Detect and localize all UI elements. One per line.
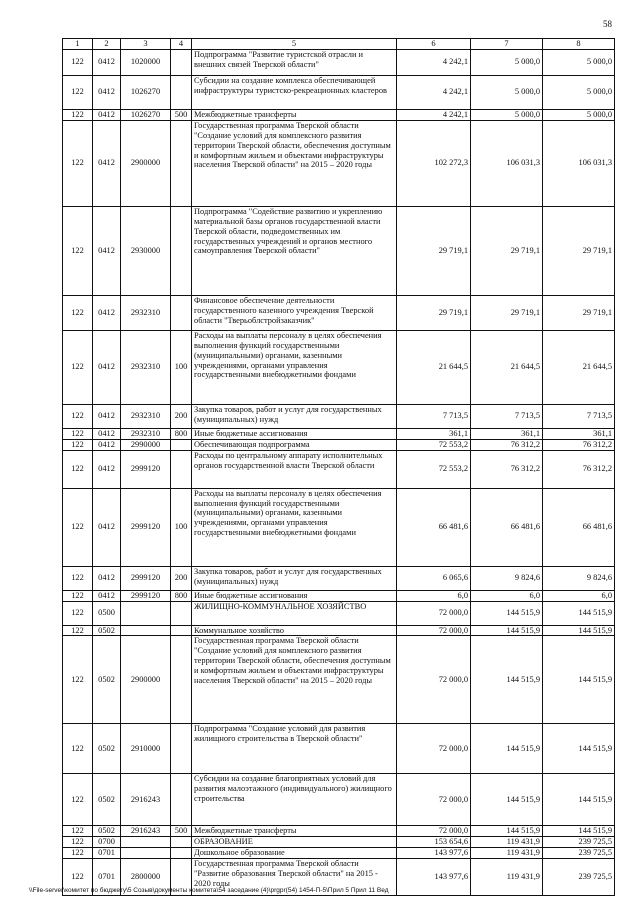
code-grbs-cell: 122 <box>63 774 93 826</box>
expense-type-cell <box>171 848 192 859</box>
amount-col8-cell: 239 725,5 <box>543 848 615 859</box>
code-grbs-cell: 122 <box>63 566 93 590</box>
amount-col7-cell: 144 515,9 <box>471 826 543 837</box>
code-grbs-cell: 122 <box>63 428 93 439</box>
amount-col7-cell: 29 719,1 <box>471 295 543 330</box>
expense-type-cell <box>171 774 192 826</box>
expense-type-cell <box>171 724 192 774</box>
code-grbs-cell: 122 <box>63 826 93 837</box>
amount-col6-cell: 153 654,6 <box>397 837 471 848</box>
amount-col8-cell: 5 000,0 <box>543 75 615 109</box>
target-article-cell: 2932310 <box>121 330 171 404</box>
amount-col7-cell: 76 312,2 <box>471 439 543 450</box>
amount-col6-cell: 72 000,0 <box>397 826 471 837</box>
table-row <box>63 206 615 295</box>
amount-col7-cell: 119 431,9 <box>471 837 543 848</box>
expense-type-cell <box>171 120 192 206</box>
amount-col8-cell: 29 719,1 <box>543 206 615 295</box>
target-article-cell: 2990000 <box>121 439 171 450</box>
code-grbs-cell: 122 <box>63 49 93 75</box>
section-code-cell: 0502 <box>93 625 121 636</box>
expense-type-cell <box>171 439 192 450</box>
expense-type-cell <box>171 206 192 295</box>
expense-type-cell <box>171 295 192 330</box>
page-number: 58 <box>603 19 612 29</box>
item-name-cell: Подпрограмма "Создание условий для развития жилищного строительства в Тверской области" <box>192 724 397 774</box>
target-article-cell: 2999120 <box>121 450 171 488</box>
amount-col8-cell: 239 725,5 <box>543 859 615 896</box>
column-header: 3 <box>121 39 171 50</box>
amount-col8-cell: 144 515,9 <box>543 826 615 837</box>
amount-col6-cell: 102 272,3 <box>397 120 471 206</box>
expense-type-cell <box>171 450 192 488</box>
table-row <box>63 109 615 120</box>
amount-col8-cell: 5 000,0 <box>543 49 615 75</box>
amount-col6-cell: 72 553,2 <box>397 450 471 488</box>
column-header: 7 <box>471 39 543 50</box>
item-name-cell: Межбюджетные трансферты <box>192 826 397 837</box>
expense-type-cell <box>171 601 192 625</box>
code-grbs-cell: 122 <box>63 625 93 636</box>
amount-col8-cell: 144 515,9 <box>543 774 615 826</box>
expense-type-cell: 500 <box>171 826 192 837</box>
section-code-cell: 0412 <box>93 295 121 330</box>
section-code-cell: 0412 <box>93 488 121 566</box>
amount-col7-cell: 5 000,0 <box>471 109 543 120</box>
amount-col8-cell: 144 515,9 <box>543 625 615 636</box>
amount-col6-cell: 72 000,0 <box>397 636 471 724</box>
section-code-cell: 0701 <box>93 859 121 896</box>
item-name-cell: Подпрограмма "Содействие развитию и укреплению материальной базы органов государственной власти Тверской области, подведомственных им государственных учреждений и органов местного самоуправления Тверской области" <box>192 206 397 295</box>
amount-col6-cell: 6 065,6 <box>397 566 471 590</box>
section-code-cell: 0412 <box>93 49 121 75</box>
code-grbs-cell: 122 <box>63 848 93 859</box>
amount-col7-cell: 361,1 <box>471 428 543 439</box>
code-grbs-cell: 122 <box>63 109 93 120</box>
item-name-cell: Государственная программа Тверской области "Создание условий для комплексного развития территории Тверской области, обеспечения доступным и комфортным жильем и объектами инфраструктуры населения Тверской области" на 2015 – 2020 годы <box>192 120 397 206</box>
amount-col8-cell: 144 515,9 <box>543 601 615 625</box>
target-article-cell: 2932310 <box>121 404 171 428</box>
item-name-cell: Расходы по центральному аппарату исполнительных органов государственной власти Тверской области <box>192 450 397 488</box>
table-row <box>63 625 615 636</box>
column-header: 2 <box>93 39 121 50</box>
target-article-cell: 1026270 <box>121 75 171 109</box>
amount-col8-cell: 361,1 <box>543 428 615 439</box>
amount-col8-cell: 144 515,9 <box>543 636 615 724</box>
table-row <box>63 404 615 428</box>
target-article-cell: 2932310 <box>121 295 171 330</box>
expense-type-cell <box>171 837 192 848</box>
table-row <box>63 330 615 404</box>
table-row <box>63 636 615 724</box>
section-code-cell: 0412 <box>93 428 121 439</box>
target-article-cell: 1026270 <box>121 109 171 120</box>
amount-col6-cell: 361,1 <box>397 428 471 439</box>
section-code-cell: 0412 <box>93 206 121 295</box>
amount-col8-cell: 29 719,1 <box>543 295 615 330</box>
table-row <box>63 488 615 566</box>
code-grbs-cell: 122 <box>63 295 93 330</box>
code-grbs-cell: 122 <box>63 837 93 848</box>
expense-type-cell: 200 <box>171 404 192 428</box>
code-grbs-cell: 122 <box>63 488 93 566</box>
code-grbs-cell: 122 <box>63 859 93 896</box>
target-article-cell <box>121 848 171 859</box>
table-row <box>63 566 615 590</box>
section-code-cell: 0701 <box>93 848 121 859</box>
target-article-cell: 2900000 <box>121 636 171 724</box>
section-code-cell: 0412 <box>93 404 121 428</box>
section-code-cell: 0412 <box>93 109 121 120</box>
section-code-cell: 0412 <box>93 590 121 601</box>
section-code-cell: 0502 <box>93 774 121 826</box>
amount-col6-cell: 143 977,6 <box>397 848 471 859</box>
expense-type-cell: 500 <box>171 109 192 120</box>
amount-col6-cell: 66 481,6 <box>397 488 471 566</box>
amount-col8-cell: 144 515,9 <box>543 724 615 774</box>
budget-table <box>62 38 615 896</box>
item-name-cell: Подпрограмма "Развитие туристской отрасли и внешних связей Тверской области" <box>192 49 397 75</box>
amount-col8-cell: 7 713,5 <box>543 404 615 428</box>
amount-col7-cell: 7 713,5 <box>471 404 543 428</box>
amount-col7-cell: 76 312,2 <box>471 450 543 488</box>
target-article-cell: 2916243 <box>121 826 171 837</box>
section-code-cell: 0700 <box>93 837 121 848</box>
expense-type-cell <box>171 49 192 75</box>
code-grbs-cell: 122 <box>63 601 93 625</box>
item-name-cell: Обеспечивающая подпрограмма <box>192 439 397 450</box>
item-name-cell: Межбюджетные трансферты <box>192 109 397 120</box>
table-row <box>63 295 615 330</box>
amount-col7-cell: 66 481,6 <box>471 488 543 566</box>
code-grbs-cell: 122 <box>63 330 93 404</box>
item-name-cell: Государственная программа Тверской области "Создание условий для комплексного развития территории Тверской области, обеспечения доступным и комфортным жильем и объектами инфраструктуры населения Тверской области" на 2015 – 2020 годы <box>192 636 397 724</box>
expense-type-cell: 100 <box>171 330 192 404</box>
amount-col8-cell: 106 031,3 <box>543 120 615 206</box>
item-name-cell: Государственная программа Тверской области "Развитие образования Тверской области" на 2015 - 2020 годы <box>192 859 397 896</box>
item-name-cell: Расходы на выплаты персоналу в целях обеспечения выполнения функций государственными (муниципальными) органами, казенными учреждениями, органами управления государственными внебюджетными фондами <box>192 488 397 566</box>
amount-col8-cell: 76 312,2 <box>543 450 615 488</box>
section-code-cell: 0412 <box>93 75 121 109</box>
amount-col6-cell: 72 553,2 <box>397 439 471 450</box>
amount-col7-cell: 144 515,9 <box>471 636 543 724</box>
expense-type-cell: 800 <box>171 590 192 601</box>
item-name-cell: Закупка товаров, работ и услуг для государственных (муниципальных) нужд <box>192 566 397 590</box>
target-article-cell: 2930000 <box>121 206 171 295</box>
table-row <box>63 601 615 625</box>
amount-col8-cell: 9 824,6 <box>543 566 615 590</box>
amount-col7-cell: 106 031,3 <box>471 120 543 206</box>
column-header: 8 <box>543 39 615 50</box>
amount-col6-cell: 7 713,5 <box>397 404 471 428</box>
amount-col7-cell: 144 515,9 <box>471 774 543 826</box>
amount-col7-cell: 144 515,9 <box>471 625 543 636</box>
section-code-cell: 0502 <box>93 636 121 724</box>
target-article-cell <box>121 837 171 848</box>
expense-type-cell: 800 <box>171 428 192 439</box>
item-name-cell: Закупка товаров, работ и услуг для государственных (муниципальных) нужд <box>192 404 397 428</box>
table-row <box>63 724 615 774</box>
column-header: 1 <box>63 39 93 50</box>
item-name-cell: Субсидии на создание благоприятных условий для развития малоэтажного (индивидуального) жилищного строительства <box>192 774 397 826</box>
amount-col8-cell: 76 312,2 <box>543 439 615 450</box>
code-grbs-cell: 122 <box>63 636 93 724</box>
target-article-cell: 2910000 <box>121 724 171 774</box>
expense-type-cell <box>171 75 192 109</box>
target-article-cell <box>121 625 171 636</box>
expense-type-cell: 100 <box>171 488 192 566</box>
code-grbs-cell: 122 <box>63 206 93 295</box>
target-article-cell: 2932310 <box>121 428 171 439</box>
item-name-cell: Иные бюджетные ассигнования <box>192 428 397 439</box>
target-article-cell: 2800000 <box>121 859 171 896</box>
amount-col6-cell: 6,0 <box>397 590 471 601</box>
expense-type-cell <box>171 636 192 724</box>
table-row <box>63 120 615 206</box>
item-name-cell: Субсидии на создание комплекса обеспечивающей инфраструктуры туристско-рекреационных кластеров <box>192 75 397 109</box>
amount-col6-cell: 4 242,1 <box>397 109 471 120</box>
code-grbs-cell: 122 <box>63 450 93 488</box>
table-row <box>63 837 615 848</box>
expense-type-cell <box>171 625 192 636</box>
amount-col6-cell: 72 000,0 <box>397 774 471 826</box>
table-row <box>63 439 615 450</box>
amount-col8-cell: 66 481,6 <box>543 488 615 566</box>
amount-col8-cell: 21 644,5 <box>543 330 615 404</box>
amount-col7-cell: 21 644,5 <box>471 330 543 404</box>
amount-col6-cell: 4 242,1 <box>397 49 471 75</box>
item-name-cell: Финансовое обеспечение деятельности государственного казенного учреждения Тверской области "Тверьоблстройзаказчик" <box>192 295 397 330</box>
amount-col8-cell: 239 725,5 <box>543 837 615 848</box>
table-row <box>63 774 615 826</box>
item-name-cell: Расходы на выплаты персоналу в целях обеспечения выполнения функций государственными (муниципальными) органами, казенными учреждениями, органами управления государственными внебюджетными фондами <box>192 330 397 404</box>
code-grbs-cell: 122 <box>63 404 93 428</box>
section-code-cell: 0500 <box>93 601 121 625</box>
section-code-cell: 0412 <box>93 120 121 206</box>
amount-col7-cell: 5 000,0 <box>471 49 543 75</box>
table-row <box>63 49 615 75</box>
section-code-cell: 0502 <box>93 826 121 837</box>
item-name-cell: Дошкольное образование <box>192 848 397 859</box>
amount-col6-cell: 72 000,0 <box>397 625 471 636</box>
amount-col8-cell: 6,0 <box>543 590 615 601</box>
column-header: 4 <box>171 39 192 50</box>
target-article-cell: 1020000 <box>121 49 171 75</box>
target-article-cell: 2900000 <box>121 120 171 206</box>
code-grbs-cell: 122 <box>63 439 93 450</box>
section-code-cell: 0412 <box>93 330 121 404</box>
amount-col7-cell: 6,0 <box>471 590 543 601</box>
amount-col6-cell: 4 242,1 <box>397 75 471 109</box>
amount-col7-cell: 9 824,6 <box>471 566 543 590</box>
code-grbs-cell: 122 <box>63 724 93 774</box>
section-code-cell: 0412 <box>93 450 121 488</box>
code-grbs-cell: 122 <box>63 75 93 109</box>
table-row <box>63 450 615 488</box>
table-row <box>63 826 615 837</box>
amount-col6-cell: 72 000,0 <box>397 601 471 625</box>
code-grbs-cell: 122 <box>63 590 93 601</box>
amount-col7-cell: 5 000,0 <box>471 75 543 109</box>
amount-col6-cell: 72 000,0 <box>397 724 471 774</box>
item-name-cell: ЖИЛИЩНО-КОММУНАЛЬНОЕ ХОЗЯЙСТВО <box>192 601 397 625</box>
target-article-cell: 2999120 <box>121 590 171 601</box>
amount-col7-cell: 29 719,1 <box>471 206 543 295</box>
header-row <box>63 39 615 50</box>
target-article-cell <box>121 601 171 625</box>
amount-col6-cell: 29 719,1 <box>397 206 471 295</box>
amount-col6-cell: 21 644,5 <box>397 330 471 404</box>
amount-col6-cell: 143 977,6 <box>397 859 471 896</box>
amount-col7-cell: 119 431,9 <box>471 859 543 896</box>
amount-col7-cell: 144 515,9 <box>471 601 543 625</box>
table-row <box>63 590 615 601</box>
item-name-cell: Иные бюджетные ассигнования <box>192 590 397 601</box>
amount-col7-cell: 144 515,9 <box>471 724 543 774</box>
table-row <box>63 848 615 859</box>
target-article-cell: 2999120 <box>121 566 171 590</box>
section-code-cell: 0502 <box>93 724 121 774</box>
section-code-cell: 0412 <box>93 439 121 450</box>
amount-col6-cell: 29 719,1 <box>397 295 471 330</box>
column-header: 5 <box>192 39 397 50</box>
table-row <box>63 75 615 109</box>
amount-col8-cell: 5 000,0 <box>543 109 615 120</box>
item-name-cell: ОБРАЗОВАНИЕ <box>192 837 397 848</box>
item-name-cell: Коммунальное хозяйство <box>192 625 397 636</box>
expense-type-cell: 200 <box>171 566 192 590</box>
section-code-cell: 0412 <box>93 566 121 590</box>
file-path-footer: \\File-server\комитет по бюджету\5 Созыв\документы комитета\54 заседание (4)\prgpr(54) 1454-П-5\Прил 5 Прил 11 Вед <box>29 887 389 894</box>
column-header: 6 <box>397 39 471 50</box>
amount-col7-cell: 119 431,9 <box>471 848 543 859</box>
code-grbs-cell: 122 <box>63 120 93 206</box>
target-article-cell: 2999120 <box>121 488 171 566</box>
table-row <box>63 428 615 439</box>
target-article-cell: 2916243 <box>121 774 171 826</box>
